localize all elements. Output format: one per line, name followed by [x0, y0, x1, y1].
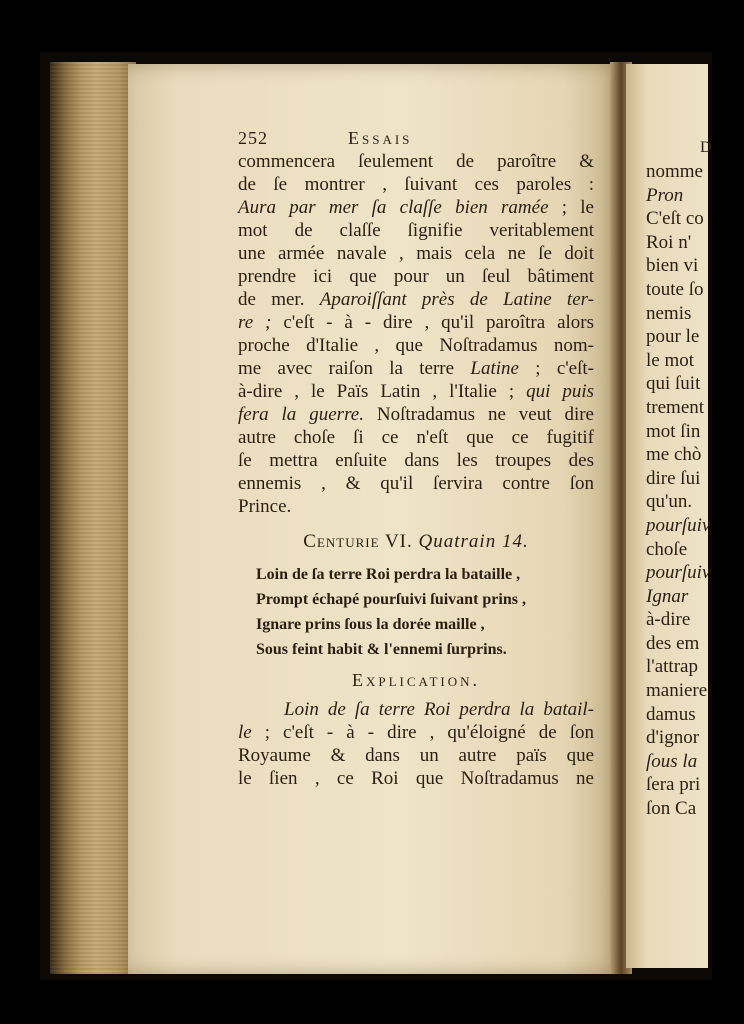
text-span: mot de claſſe ſignifie veritablement: [238, 220, 594, 241]
text-line: [238, 426, 594, 449]
right-text-line: trement: [646, 396, 705, 418]
text-span: c'eſt - à - dire , qu'il paroîtra alors: [271, 312, 595, 333]
text-line: [238, 767, 594, 790]
text-span: le ſien , ce Roi que Noſtradamus ne: [238, 768, 594, 789]
right-text-line: d'ignor: [646, 727, 700, 749]
text-span: prendre ici que pour un ſeul bâtiment: [238, 266, 594, 287]
text-line: [238, 403, 594, 426]
right-text-line: Ignar: [646, 585, 689, 607]
text-line: [238, 311, 594, 334]
centurie-label: Centurie VI.: [303, 531, 413, 552]
right-text-line: maniere: [646, 680, 708, 702]
text-span: ſe mettra enſuite dans les troupes des: [238, 450, 594, 471]
text-line: [238, 472, 594, 495]
right-page-lines: [646, 160, 711, 821]
text-span: me avec raiſon la terre: [238, 358, 471, 379]
text-line: [238, 357, 594, 380]
quatrain-verse: [256, 562, 594, 662]
right-text-line: nemis: [646, 302, 692, 324]
text-span: ennemis , & qu'il ſervira contre ſon: [238, 473, 594, 494]
italic-text: re ;: [238, 312, 272, 333]
right-text-line: qu'un.: [646, 491, 693, 513]
right-text-line: choſe: [646, 538, 688, 560]
verse-line: Prompt échapé pourſuivi ſuivant prins ,: [256, 591, 526, 608]
left-page-text: [238, 128, 594, 790]
right-text-line: mot ſin: [646, 420, 701, 442]
text-span: ; c'eſt - à - dire , qu'éloigné de ſon: [251, 722, 594, 743]
italic-text: Loin de ſa terre Roi perdra la batail-: [284, 699, 594, 720]
right-text-line: pour le: [646, 326, 700, 348]
text-span: une armée navale , mais cela ne ſe doit: [238, 243, 594, 264]
italic-text: qui puis: [526, 381, 595, 402]
right-text-line: Pron: [646, 184, 684, 206]
text-line: [238, 721, 594, 744]
text-line: [238, 698, 594, 721]
right-text-line: bien vi: [646, 255, 699, 277]
text-line: [238, 744, 594, 767]
quatrain-label: Quatrain 14.: [418, 531, 529, 552]
page-block-edge: [50, 62, 136, 974]
right-running-head: D: [700, 139, 712, 156]
text-line: [238, 196, 594, 219]
text-line: [238, 288, 594, 311]
right-text-line: pourſuiv: [646, 514, 711, 536]
text-line: [238, 242, 594, 265]
right-text-line: le mot: [646, 349, 695, 371]
italic-text: Aparoiſſant près de Latine ter-: [319, 289, 594, 310]
right-text-line: dire ſui: [646, 467, 701, 489]
right-text-line: C'eſt co: [646, 208, 704, 230]
text-line: [238, 495, 594, 518]
text-span: à-dire , le Païs Latin , l'Italie ;: [238, 381, 527, 402]
verse-line: Loin de ſa terre Roi perdra la bataille ,: [256, 566, 521, 583]
right-text-line: damus: [646, 703, 696, 725]
verse-line: Ignare prins ſous la dorée maille ,: [256, 616, 485, 633]
text-line: [238, 219, 594, 242]
text-line: [238, 173, 594, 196]
text-line: [238, 449, 594, 472]
text-line: [238, 150, 594, 173]
paragraph-1: [238, 150, 594, 518]
right-text-line: l'attrap: [646, 656, 698, 678]
text-span: proche d'Italie , que Noſtradamus nom-: [238, 335, 594, 356]
text-span: ; le: [548, 197, 594, 218]
running-head: Essais: [348, 128, 413, 148]
text-span: ; c'eſt-: [518, 358, 595, 379]
right-text-line: ſous la: [646, 750, 698, 772]
explication-heading: Explication.: [351, 670, 481, 690]
italic-text: le: [238, 722, 252, 743]
right-text-line: nomme: [646, 161, 703, 182]
text-line: [238, 265, 594, 288]
right-text-line: pourſuiv: [646, 562, 711, 584]
text-span: Prince.: [238, 496, 292, 517]
text-span: Noſtradamus ne veut dire: [363, 404, 594, 425]
right-text-line: ſera pri: [646, 774, 701, 796]
text-span: de ſe montrer , ſuivant ces paroles :: [238, 174, 594, 195]
paragraph-2: [238, 698, 594, 790]
verse-line: Sous feint habit & l'ennemi ſurprins.: [256, 641, 507, 658]
italic-text: fera la guerre.: [238, 404, 364, 425]
italic-text: Latine: [470, 358, 519, 379]
running-header: [238, 128, 594, 150]
section-heading: [238, 522, 594, 562]
text-line: [238, 380, 594, 403]
text-span: commencera ſeulement de paroître &: [238, 151, 594, 172]
right-text-line: ſon Ca: [646, 798, 697, 820]
right-text-line: toute ſo: [646, 278, 704, 300]
text-span: de mer.: [238, 289, 320, 310]
right-text-line: Roi n': [646, 231, 692, 253]
right-page-text: [646, 139, 712, 821]
text-span: autre choſe ſi ce n'eſt que ce fugitif: [238, 427, 594, 448]
right-text-line: à-dire: [646, 609, 691, 631]
text-line: [238, 334, 594, 357]
text-span: Royaume & dans un autre païs que: [238, 745, 594, 766]
italic-text: Aura par mer ſa claſſe bien ramée: [238, 197, 549, 218]
right-text-line: des em: [646, 632, 700, 654]
right-text-line: me chò: [646, 444, 702, 466]
page-number: 252: [238, 128, 268, 148]
right-text-line: qui ſuit: [646, 373, 701, 395]
